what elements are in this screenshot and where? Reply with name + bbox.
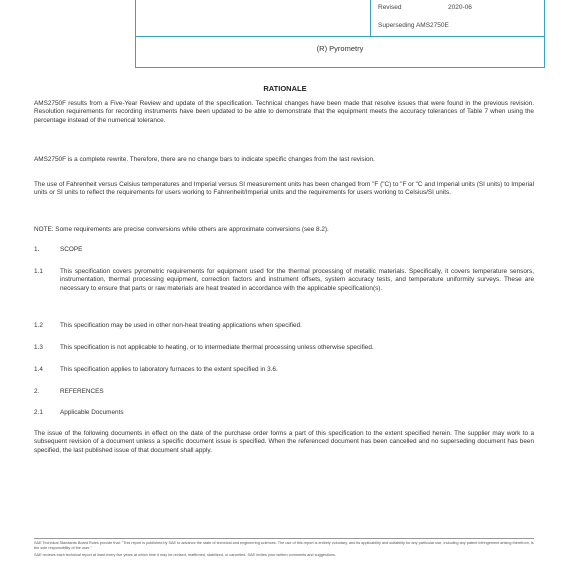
rationale-paragraph-2: AMS2750F is a complete rewrite. Therefore, there are no change bars to indicate specific changes from the last revision.: [34, 156, 375, 163]
scope-heading: SCOPE: [60, 246, 83, 253]
rationale-note: NOTE: Some requirements are precise conversions while others are approximate conversions (see 8.2).: [34, 226, 329, 233]
scope-number: 1.: [34, 246, 40, 253]
scope-item-number: 1.1: [34, 268, 43, 275]
references-number: 2.: [34, 388, 40, 395]
superseding-text: Superseding AMS2750E: [378, 22, 449, 29]
header-divider-horizontal: [136, 36, 544, 37]
scope-item-text: This specification covers pyrometric requirements for equipment used for the thermal processing of metallic materials. Specifically, it covers temperature sensors, instrumentation, thermal processing equipment, correction factors and instrument offsets, system accuracy tests, and temperature uniformity surveys. These are necessary to ensure that parts or raw materials are heat treated in accordance with the applicable specification(s).: [60, 268, 534, 292]
applicable-documents-number: 2.1: [34, 409, 43, 416]
scope-item-number: 1.2: [34, 322, 43, 329]
document-title: (R) Pyrometry: [316, 44, 364, 53]
scope-item-text: This specification may be used in other non-heat treating applications when specified.: [60, 322, 302, 329]
rationale-paragraph-3: The use of Fahrenheit versus Celsius temperatures and Imperial versus SI measurement units has been changed from "F ("C) to "F or "C and Imperial units (SI units) to Imperial units or SI units to reflect the requirements for users working to Fahrenheit/Imperial units and the requirements for users working to Celsius/SI units.: [34, 181, 534, 197]
scope-item-text: This specification applies to laboratory furnaces to the extent specified in 3.6.: [60, 366, 278, 373]
footer-rule: [34, 538, 534, 539]
references-paragraph: The issue of the following documents in effect on the date of the purchase order forms a part of this specification to the extent specified herein. The supplier may work to a subsequent revision of a document unless a specific document issue is specified. When the referenced document has been cancelled and no superseding document has been specified, the last published issue of that document shall apply.: [34, 430, 534, 454]
references-heading: REFERENCES: [60, 388, 104, 395]
revised-date: 2020-06: [448, 4, 472, 11]
header-box: [135, 0, 545, 68]
rationale-heading: RATIONALE: [263, 84, 307, 93]
scope-item-number: 1.3: [34, 344, 43, 351]
footer-notice-1: SAE Technical Standards Board Rules provide that: "This report is published by SAE to advance the state of technical and engineering sciences. The use of this report is entirely voluntary, and its applicability and suitability for any particular use, including any patent infringement arising therefrom, is the sole responsibility of the user.": [34, 541, 534, 550]
rationale-paragraph-1: AMS2750F results from a Five-Year Review and update of the specification. Technical changes have been made that resolve issues that were found in the previous revision. Resolution requirements for recording instruments have been updated to be able to demonstrate that the equipment meets the accuracy tolerances of Table 7 when using the percentage instead of the numerical tolerance.: [34, 100, 534, 124]
scope-item-text: This specification is not applicable to heating, or to intermediate thermal processing unless otherwise specified.: [60, 344, 374, 351]
header-divider-vertical: [370, 0, 371, 36]
footer-notice-2: SAE reviews each technical report at least every five years at which time it may be revised, reaffirmed, stabilized, or cancelled. SAE invites your written comments and suggestions.: [34, 553, 336, 557]
applicable-documents-heading: Applicable Documents: [60, 409, 124, 416]
revised-label: Revised: [378, 4, 402, 11]
scope-item-number: 1.4: [34, 366, 43, 373]
